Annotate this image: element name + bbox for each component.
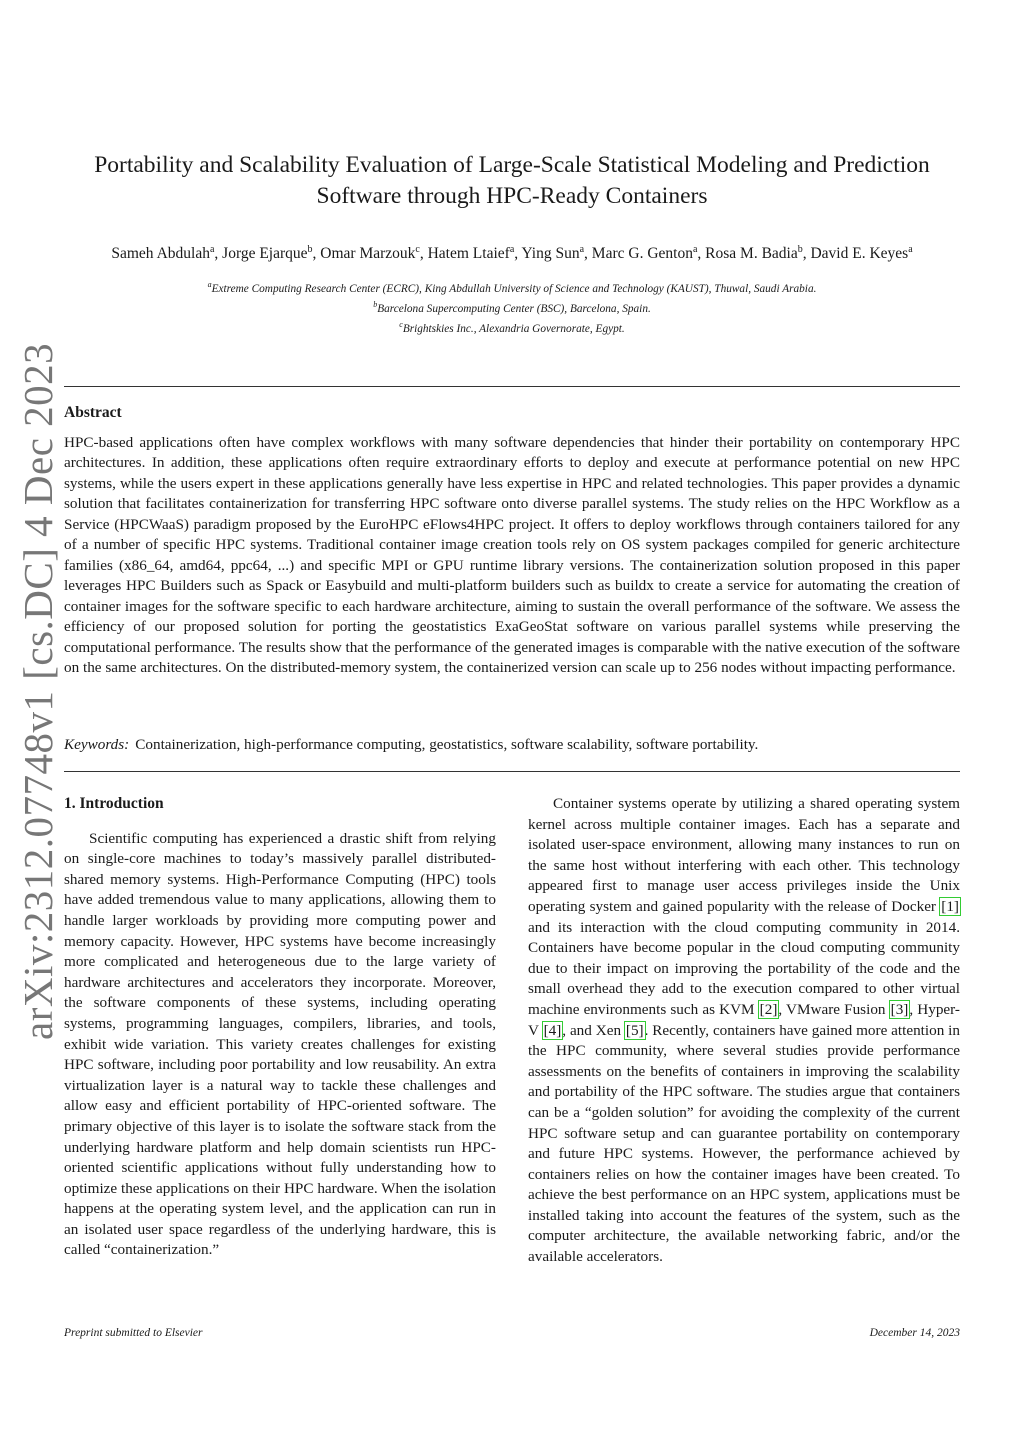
section-heading-introduction: 1. Introduction [64, 795, 164, 812]
citation-link[interactable]: [3] [890, 1000, 909, 1018]
right-column [528, 794, 960, 1268]
author: Sameh Abdulah$^a$ [111, 244, 215, 263]
divider-top [64, 386, 960, 387]
keywords-text: Containerization, high-performance computing, geostatistics, software scalability, software portability. [135, 736, 759, 753]
abstract-text: HPC-based applications often have complex workflows with many software dependencies that hinder their portability on contemporary HPC architectures. In addition, these applications often require extraordinary efforts to deploy and execute at performance potential on new HPC systems, while the users expert in these applications generally have less expertise in HPC and related technologies. This paper provides a dynamic solution that facilitates containerization for transferring HPC software onto diverse parallel systems. The study relies on the HPC Workflow as a Service (HPCWaaS) paradigm proposed by the EuroHPC eFlows4HPC project. It offers to deploy workflows through containers tailored for any of a number of specific HPC systems. Traditional container image creation tools rely on OS system packages compiled for generic architecture families (x86_64, amd64, ppc64, ...) and specific MPI or GPU runtime library versions. The containerization solution proposed in this paper leverages HPC Builders such as Spack or Easybuild and multi-platform builders such as buildx to create a service for automating the creation of container images for the software specific to each hardware architecture, aiming to sustain the overall performance of the software. We assess the efficiency of our proposed solution for porting the geostatistics ExaGeoStat software on various parallel systems while preserving the computational performance. The results show that the performance of the generated images is comparable with the native execution of the software on the same architectures. On the distributed-memory system, the containerized version can scale up to 256 nodes without impacting performance. [64, 434, 960, 676]
author-list: Sameh Abdulah$^a$, Jorge Ejarque$^b$, Omar Marzouk$^c$, Hatem Ltaief$^a$, Ying Sun$^a$, Marc G. Genton$^a$, Rosa M. Badia$^b$, David E. Keyes$^a$ [111, 244, 913, 263]
keywords [64, 735, 960, 755]
author: Rosa M. Badia$^b$ [705, 244, 803, 263]
author: Marc G. Genton$^a$ [591, 244, 698, 263]
affiliation: $^b$Barcelona Supercomputing Center (BSC), Barcelona, Spain. [373, 299, 651, 315]
affiliation: $^a$Extreme Computing Research Center (ECRC), King Abdullah University of Science and Technology (KAUST), Thuwal, Saudi Arabia. [207, 280, 817, 295]
footer-date: December 14, 2023 [869, 1327, 960, 1339]
left-column [64, 794, 496, 1261]
intro-paragraph-continued: Container systems operate by utilizing a shared operating system kernel across multiple container images. Each has a separate and isolated user-space environment, allowing many instances to run on the same host without interfering with each other. This technology appeared first to manage user access privileges inside the Unix operating system and gained popularity with the release of Docker [1] and its interaction with the cloud computing community in 2014. Containers have become popular in the cloud computing community due to their impact on improving the portability of the code and the small overhead they add to the execution compared to other virtual machine environments such as KVM [2], VMware Fusion [3], Hyper-V [4], and Xen [5]. Recently, containers have gained more attention in the HPC community, where several studies provide performance assessments on the benefits of containers in improving the scalability and portability of the HPC software. The studies argue that containers can be a “golden solution” for avoiding the complexity of the current HPC software setup and can guarantee portability on contemporary and future HPC systems. However, the performance achieved by containers relies on how the container images have been created. To achieve the best performance on an HPC system, applications must be installed taking into account the features of the system, such as the computer architecture, the available networking fabric, and/or the available accelerators. [528, 795, 960, 1266]
affiliations [64, 277, 960, 336]
divider-bottom [64, 771, 960, 772]
author: Ying Sun$^a$ [521, 244, 585, 263]
paper-title: Portability and Scalability Evaluation of Large-Scale Statistical Modeling and Prediction Software through HPC-Ready Containers [94, 152, 930, 209]
footer-preprint-note: Preprint submitted to Elsevier [64, 1327, 203, 1339]
abstract-heading: Abstract [64, 404, 122, 421]
author: Hatem Ltaief$^a$ [427, 244, 515, 263]
citation-link[interactable]: [4] [543, 1021, 562, 1039]
affiliation: $^c$Brightskies Inc., Alexandria Governorate, Egypt. [399, 319, 625, 335]
author: Omar Marzouk$^c$ [320, 244, 420, 263]
citation-link[interactable]: [2] [759, 1000, 778, 1018]
author: Jorge Ejarque$^b$ [222, 244, 313, 263]
keywords-label: Keywords: [64, 736, 130, 753]
citation-link[interactable]: [1] [941, 897, 959, 915]
author: David E. Keyes$^a$ [810, 244, 913, 263]
intro-paragraph: Scientific computing has experienced a drastic shift from relying on single-core machines to today’s massively parallel distributed-shared memory systems. High-Performance Computing (HPC) tools have added tremendous value to many applications, allowing them to handle larger workloads by providing more computing power and memory capacity. However, HPC systems have become increasingly more complicated and heterogeneous due to the large variety of hardware architectures and accelerators they incorporate. Moreover, the software components of these systems, including operating systems, programming languages, compilers, libraries, and tools, exhibit wide variation. This variety creates challenges for existing HPC software, including poor portability and low reusability. An extra virtualization layer is a natural way to tackle these challenges and allow easy and efficient portability of HPC-oriented software. The primary objective of this layer is to isolate the software stack from the underlying hardware platform and help domain scientists run HPC-oriented scientific applications without fully understanding how to optimize these applications on their HPC hardware. When the isolation happens at the operating system level, and the application can run in an isolated user space regardless of the underlying hardware, this is called “containerization.” [64, 829, 496, 1259]
citation-link[interactable]: [5] [625, 1021, 644, 1039]
arxiv-identifier: arXiv:2312.07748v1 [cs.DC] 4 Dec 2023 [15, 342, 61, 1040]
